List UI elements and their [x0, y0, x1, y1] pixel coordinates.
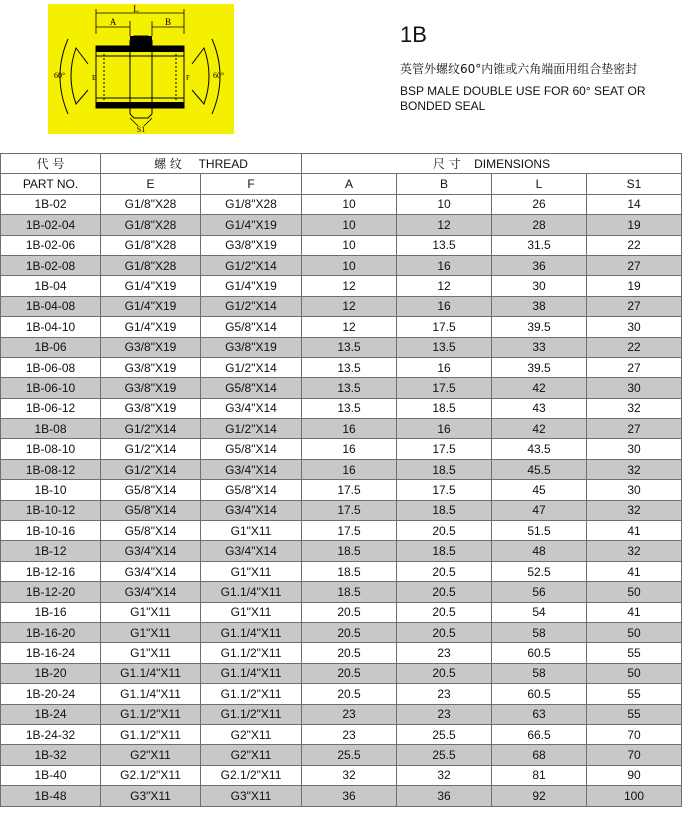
table-row: [1, 602, 682, 622]
table-cell: G5/8"X14: [101, 521, 201, 541]
table-row: [1, 194, 682, 214]
table-cell: G1"X11: [101, 622, 201, 642]
table-cell: 54: [492, 602, 587, 622]
table-cell: 30: [587, 439, 682, 459]
column-header: L: [492, 174, 587, 194]
table-cell: G2.1/2"X11: [101, 765, 201, 785]
table-row: [1, 500, 682, 520]
table-cell: 1B-40: [1, 765, 101, 785]
table-cell: G1/8"X28: [201, 194, 302, 214]
column-header: PART NO.: [1, 174, 101, 194]
table-cell: 32: [587, 459, 682, 479]
table-cell: 39.5: [492, 317, 587, 337]
table-cell: 1B-24: [1, 704, 101, 724]
table-cell: 30: [587, 317, 682, 337]
table-cell: 18.5: [302, 561, 397, 581]
table-cell: 1B-06: [1, 337, 101, 357]
table-cell: 1B-06-12: [1, 398, 101, 418]
table-row: [1, 296, 682, 316]
table-cell: 23: [397, 704, 492, 724]
table-cell: 90: [587, 765, 682, 785]
table-cell: 10: [397, 194, 492, 214]
table-cell: 1B-06-08: [1, 357, 101, 377]
table-cell: 26: [492, 194, 587, 214]
table-row: [1, 643, 682, 663]
table-cell: 70: [587, 745, 682, 765]
header-thread: [101, 154, 302, 174]
table-cell: 41: [587, 602, 682, 622]
table-cell: 58: [492, 622, 587, 642]
table-cell: 12: [302, 276, 397, 296]
table-cell: G1"X11: [101, 643, 201, 663]
table-cell: 12: [302, 296, 397, 316]
header-code-cn: 代 号: [36, 156, 65, 171]
table-cell: 17.5: [397, 378, 492, 398]
table-cell: G3/8"X19: [101, 398, 201, 418]
table-cell: 42: [492, 419, 587, 439]
section-hatch: [96, 36, 184, 108]
table-row: [1, 337, 682, 357]
table-cell: G1"X11: [201, 521, 302, 541]
table-cell: 18.5: [397, 541, 492, 561]
table-cell: 13.5: [302, 357, 397, 377]
table-cell: G1.1/4"X11: [201, 582, 302, 602]
table-cell: G1.1/2"X11: [201, 643, 302, 663]
table-cell: 14: [587, 194, 682, 214]
table-cell: G5/8"X14: [201, 439, 302, 459]
label-a: A: [109, 17, 117, 27]
table-cell: G1/2"X14: [101, 439, 201, 459]
table-cell: 41: [587, 561, 682, 581]
table-header: [1, 154, 682, 195]
table-cell: 17.5: [302, 480, 397, 500]
table-cell: 1B-08: [1, 419, 101, 439]
table-cell: 20.5: [302, 622, 397, 642]
table-cell: 20.5: [302, 643, 397, 663]
table-cell: 17.5: [397, 480, 492, 500]
table-cell: 50: [587, 582, 682, 602]
table-cell: 17.5: [302, 500, 397, 520]
table-cell: 32: [397, 765, 492, 785]
table-cell: G1.1/4"X11: [201, 663, 302, 683]
table-cell: 16: [302, 419, 397, 439]
table-cell: G1"X11: [201, 561, 302, 581]
table-cell: G2"X11: [201, 745, 302, 765]
header-thread-en: THREAD: [198, 156, 248, 171]
table-cell: 60.5: [492, 643, 587, 663]
table-cell: G3/8"X19: [201, 337, 302, 357]
table-cell: 36: [492, 255, 587, 275]
table-cell: 1B-10-12: [1, 500, 101, 520]
table-cell: 13.5: [302, 398, 397, 418]
table-cell: 27: [587, 357, 682, 377]
table-cell: 1B-02-04: [1, 215, 101, 235]
table-cell: 10: [302, 215, 397, 235]
table-cell: 23: [397, 684, 492, 704]
table-cell: G1.1/4"X11: [101, 684, 201, 704]
table-cell: 1B-16-24: [1, 643, 101, 663]
table-cell: 16: [302, 459, 397, 479]
table-row: [1, 745, 682, 765]
table-cell: G3/8"X19: [101, 357, 201, 377]
table-cell: 18.5: [397, 398, 492, 418]
table-cell: 23: [397, 643, 492, 663]
label-hex: S1: [136, 125, 146, 134]
label-b: B: [164, 17, 172, 27]
label-angle-right: 60°: [213, 71, 225, 80]
table-cell: 1B-02-08: [1, 255, 101, 275]
table-cell: 30: [492, 276, 587, 296]
header-code: [1, 154, 101, 174]
table-cell: 10: [302, 194, 397, 214]
description-english: BSP MALE DOUBLE USE FOR 60° SEAT OR BONDED SEAL: [400, 84, 646, 113]
table-cell: 12: [397, 276, 492, 296]
table-row: [1, 521, 682, 541]
table-cell: 16: [397, 255, 492, 275]
table-cell: G5/8"X14: [201, 378, 302, 398]
table-cell: 1B-24-32: [1, 724, 101, 744]
header-row-1: [1, 154, 682, 174]
table-cell: 1B-32: [1, 745, 101, 765]
table-cell: 32: [302, 765, 397, 785]
table-cell: 16: [302, 439, 397, 459]
table-cell: 1B-04-08: [1, 296, 101, 316]
table-cell: G1.1/2"X11: [101, 704, 201, 724]
table-cell: G2"X11: [101, 745, 201, 765]
table-cell: 20.5: [397, 663, 492, 683]
table-cell: 1B-06-10: [1, 378, 101, 398]
table-cell: G1/4"X19: [101, 317, 201, 337]
table-cell: 52.5: [492, 561, 587, 581]
table-cell: 55: [587, 643, 682, 663]
table-cell: 1B-16-20: [1, 622, 101, 642]
table-cell: 55: [587, 684, 682, 704]
table-cell: G1.1/4"X11: [101, 663, 201, 683]
table-cell: 10: [302, 255, 397, 275]
table-cell: 18.5: [397, 500, 492, 520]
table-cell: 1B-02: [1, 194, 101, 214]
table-row: [1, 704, 682, 724]
table-row: [1, 480, 682, 500]
table-cell: 1B-12: [1, 541, 101, 561]
table-cell: 25.5: [397, 745, 492, 765]
table-cell: 33: [492, 337, 587, 357]
table-cell: G3/8"X19: [201, 235, 302, 255]
table-cell: 13.5: [302, 337, 397, 357]
table-cell: 12: [302, 317, 397, 337]
table-cell: G3/4"X14: [101, 541, 201, 561]
table-cell: G1/8"X28: [101, 255, 201, 275]
table-cell: G1.1/2"X11: [201, 704, 302, 724]
table-cell: G3/4"X14: [201, 398, 302, 418]
table-cell: 27: [587, 255, 682, 275]
table-cell: 1B-20-24: [1, 684, 101, 704]
table-cell: G1.1/4"X11: [201, 622, 302, 642]
table-cell: 50: [587, 622, 682, 642]
fitting-diagram: [48, 4, 234, 134]
header-dimensions: [302, 154, 682, 174]
table-cell: 43.5: [492, 439, 587, 459]
table-cell: G1/2"X14: [201, 419, 302, 439]
table-row: [1, 398, 682, 418]
table-cell: 81: [492, 765, 587, 785]
table-cell: G1/8"X28: [101, 235, 201, 255]
label-angle-left: 60°: [54, 71, 66, 80]
table-cell: 63: [492, 704, 587, 724]
header-row-2: [1, 174, 682, 194]
table-cell: 92: [492, 786, 587, 806]
table-cell: 20.5: [397, 582, 492, 602]
table-cell: G1/2"X14: [101, 419, 201, 439]
column-header: F: [201, 174, 302, 194]
table-cell: G1/2"X14: [201, 357, 302, 377]
table-cell: G3/4"X14: [101, 561, 201, 581]
table-cell: G1/2"X14: [201, 296, 302, 316]
table-cell: G3/8"X19: [101, 337, 201, 357]
table-cell: 30: [587, 378, 682, 398]
table-cell: 38: [492, 296, 587, 316]
table-row: [1, 663, 682, 683]
cone-left: [71, 48, 88, 104]
table-cell: 23: [302, 704, 397, 724]
table-cell: G3/8"X19: [101, 378, 201, 398]
table-cell: 18.5: [302, 582, 397, 602]
table-cell: G3/4"X14: [201, 500, 302, 520]
column-header: A: [302, 174, 397, 194]
table-cell: 41: [587, 521, 682, 541]
table-cell: 10: [302, 235, 397, 255]
table-row: [1, 684, 682, 704]
table-row: [1, 724, 682, 744]
table-cell: 18.5: [397, 459, 492, 479]
table-cell: 20.5: [302, 602, 397, 622]
table-cell: 17.5: [397, 317, 492, 337]
table-cell: G3"X11: [201, 786, 302, 806]
table-cell: 1B-04: [1, 276, 101, 296]
table-cell: G1/4"X19: [101, 276, 201, 296]
table-cell: G1/2"X14: [201, 255, 302, 275]
table-cell: 68: [492, 745, 587, 765]
table-cell: 16: [397, 296, 492, 316]
table-cell: 1B-16: [1, 602, 101, 622]
table-cell: 23: [302, 724, 397, 744]
table-cell: 56: [492, 582, 587, 602]
table-cell: 1B-04-10: [1, 317, 101, 337]
table-cell: G3"X11: [101, 786, 201, 806]
table-cell: 39.5: [492, 357, 587, 377]
table-row: [1, 786, 682, 806]
table-cell: G5/8"X14: [101, 480, 201, 500]
table-cell: 55: [587, 704, 682, 724]
table-cell: 20.5: [397, 521, 492, 541]
table-cell: 20.5: [302, 684, 397, 704]
table-row: [1, 419, 682, 439]
table-cell: 51.5: [492, 521, 587, 541]
table-cell: 19: [587, 276, 682, 296]
table-row: [1, 765, 682, 785]
table-cell: 1B-48: [1, 786, 101, 806]
table-row: [1, 215, 682, 235]
table-cell: 30: [587, 480, 682, 500]
table-cell: 32: [587, 541, 682, 561]
table-cell: 1B-10-16: [1, 521, 101, 541]
header-dimensions-en: DIMENSIONS: [474, 156, 551, 171]
table-cell: 13.5: [302, 378, 397, 398]
table-row: [1, 378, 682, 398]
column-header: B: [397, 174, 492, 194]
column-header: E: [101, 174, 201, 194]
table-cell: 13.5: [397, 235, 492, 255]
table-cell: G1/2"X14: [101, 459, 201, 479]
fitting-drawing: [48, 4, 234, 134]
table-cell: 42: [492, 378, 587, 398]
label-thread-e: E: [92, 74, 97, 82]
table-cell: 1B-02-06: [1, 235, 101, 255]
table-row: [1, 622, 682, 642]
table-row: [1, 439, 682, 459]
table-cell: G1/4"X19: [201, 215, 302, 235]
table-cell: 60.5: [492, 684, 587, 704]
specification-table: [0, 153, 682, 807]
table-cell: 27: [587, 296, 682, 316]
table-cell: G5/8"X14: [201, 317, 302, 337]
table-cell: 48: [492, 541, 587, 561]
cone-right: [192, 48, 209, 104]
table-cell: G1"X11: [101, 602, 201, 622]
table-cell: G3/4"X14: [101, 582, 201, 602]
table-cell: 18.5: [302, 541, 397, 561]
table-cell: G1.1/2"X11: [101, 724, 201, 744]
header-dimensions-cn: 尺 寸: [432, 156, 461, 171]
table-cell: G1/4"X19: [101, 296, 201, 316]
table-cell: G1/8"X28: [101, 194, 201, 214]
part-code: 1B: [400, 22, 427, 47]
table-cell: 66.5: [492, 724, 587, 744]
table-cell: 36: [302, 786, 397, 806]
table-cell: 1B-20: [1, 663, 101, 683]
table-cell: 16: [397, 357, 492, 377]
header-thread-cn: 螺 纹: [154, 156, 182, 171]
table-cell: G2"X11: [201, 724, 302, 744]
table-cell: 47: [492, 500, 587, 520]
table-cell: 13.5: [397, 337, 492, 357]
table-cell: 45.5: [492, 459, 587, 479]
table-cell: 17.5: [302, 521, 397, 541]
table-cell: 20.5: [397, 622, 492, 642]
table-body: [1, 194, 682, 806]
table-cell: G5/8"X14: [101, 500, 201, 520]
table-cell: 31.5: [492, 235, 587, 255]
table-row: [1, 276, 682, 296]
table-row: [1, 541, 682, 561]
header: [0, 0, 682, 150]
table-cell: 43: [492, 398, 587, 418]
table-row: [1, 357, 682, 377]
table-cell: G5/8"X14: [201, 480, 302, 500]
table-cell: G1/8"X28: [101, 215, 201, 235]
table-cell: 12: [397, 215, 492, 235]
table-row: [1, 582, 682, 602]
table-cell: 20.5: [302, 663, 397, 683]
table-cell: 25.5: [302, 745, 397, 765]
table-row: [1, 317, 682, 337]
table-row: [1, 235, 682, 255]
table-cell: 36: [397, 786, 492, 806]
table-cell: 28: [492, 215, 587, 235]
label-thread-f: F: [186, 74, 190, 82]
description-chinese: 英管外螺纹60°内锥或六角端面用组合垫密封: [400, 62, 638, 76]
label-l: L: [133, 4, 139, 14]
table-cell: 1B-08-10: [1, 439, 101, 459]
table-cell: G3/4"X14: [201, 541, 302, 561]
table-cell: 50: [587, 663, 682, 683]
column-header: S1: [587, 174, 682, 194]
table-cell: 22: [587, 337, 682, 357]
table-row: [1, 561, 682, 581]
table-cell: 25.5: [397, 724, 492, 744]
table-cell: 17.5: [397, 439, 492, 459]
table-cell: G2.1/2"X11: [201, 765, 302, 785]
table-cell: 70: [587, 724, 682, 744]
table-row: [1, 255, 682, 275]
table-cell: 16: [397, 419, 492, 439]
table-cell: 20.5: [397, 602, 492, 622]
table-cell: 32: [587, 500, 682, 520]
table-cell: 1B-10: [1, 480, 101, 500]
table-cell: 1B-12-16: [1, 561, 101, 581]
table-cell: 58: [492, 663, 587, 683]
table-cell: 45: [492, 480, 587, 500]
table-cell: 20.5: [397, 561, 492, 581]
table-cell: 100: [587, 786, 682, 806]
table-cell: G1.1/2"X11: [201, 684, 302, 704]
table-cell: 1B-08-12: [1, 459, 101, 479]
table-cell: 27: [587, 419, 682, 439]
table-cell: 1B-12-20: [1, 582, 101, 602]
table-row: [1, 459, 682, 479]
table-cell: 32: [587, 398, 682, 418]
table-cell: 19: [587, 215, 682, 235]
table-cell: G3/4"X14: [201, 459, 302, 479]
table-cell: 22: [587, 235, 682, 255]
table-cell: G1"X11: [201, 602, 302, 622]
table-cell: G1/4"X19: [201, 276, 302, 296]
